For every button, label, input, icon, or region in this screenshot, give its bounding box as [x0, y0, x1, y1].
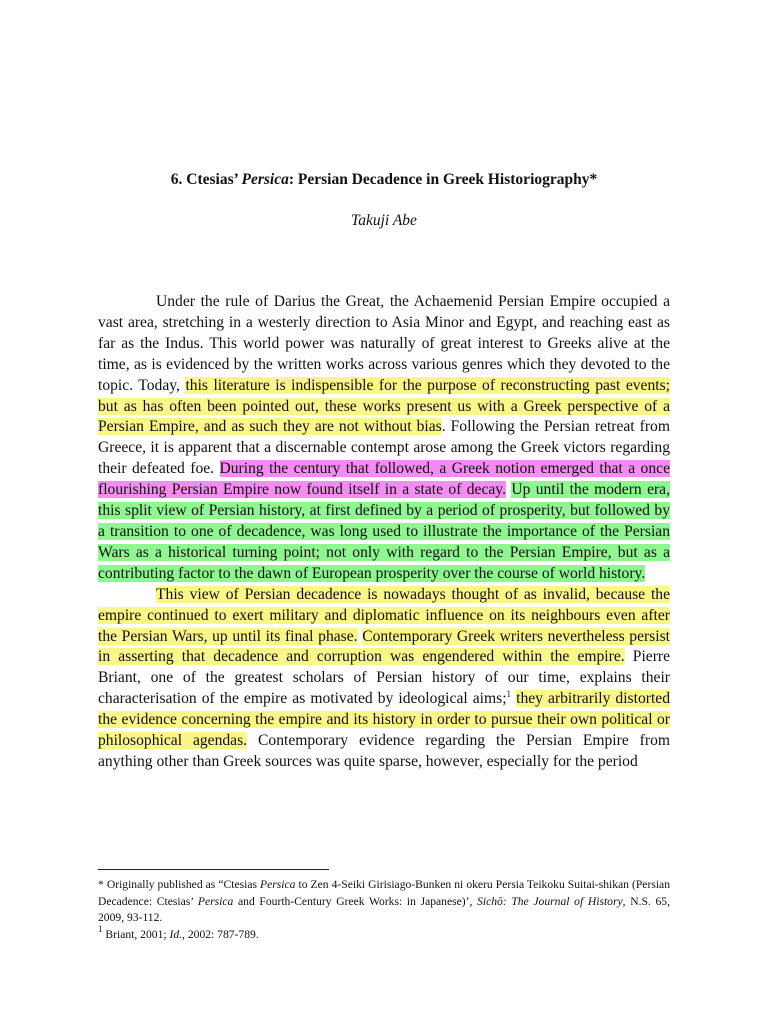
footnotes: [98, 877, 670, 943]
highlight-magenta: During the century that followed, a Greek notion emerged that a once flourishing Persian Empire now found itself in a state of decay.: [98, 460, 670, 499]
footnote-ref[interactable]: 1: [506, 689, 512, 700]
body-text: [98, 292, 670, 773]
text-span: Contemporary evidence regarding the Persian Empire from anything other than Greek sources was quite sparse, however, especially for the period: [98, 732, 670, 770]
author-name: Takuji Abe: [351, 212, 417, 229]
footnote-divider: [98, 869, 329, 870]
text-span: . Following the Persian retreat from Greece, it is apparent that a discernable contempt arose among the Greek victors regarding their defeated foe.: [98, 418, 670, 478]
paragraph-1: [98, 292, 670, 585]
footnote-star: * Originally published as “Ctesias Persica to Zen 4-Seiki Girisiago-Bunken ni okeru Persia Teikoku Suitai-shikan (Persian Decadence: Ctesias’ Persica and Fourth-Century Greek Works: in Japanese)’, Sichō: The Journal of History, N.S. 65, 2009, 93-112.: [98, 878, 670, 924]
text-span: Under the rule of Darius the Great, the Achaemenid Persian Empire occupied a vast area, stretching in a westerly direction to Asia Minor and Egypt, and reaching east as far as the Indus. This world power was naturally of great interest to Greeks alive at the time, as is evidenced by the written works across various genres which they devoted to the topic. Today,: [98, 293, 670, 394]
highlight-yellow: Contemporary Greek writers nevertheless persist in asserting that decadence and corruption was engendered within the empire.: [98, 627, 670, 666]
footnote-number: 1: [98, 923, 103, 934]
highlight-yellow: they arbitrarily distorted the evidence concerning the empire and its history in order to pursue their own political or philosophical agendas.: [98, 690, 670, 750]
highlight-yellow: this literature is indispensible for the purpose of reconstructing past events; but as has often been pointed out, these works present us with a Greek perspective of a Persian Empire, and as such they are not without bias: [98, 376, 670, 436]
title-prefix: 6. Ctesias’: [170, 171, 242, 188]
paragraph-2: [98, 585, 670, 773]
highlight-green: Up until the modern era, this split view of Persian history, at first defined by a period of prosperity, but followed by a transition to one of decadence, was long used to illustrate the importance of the Persian Wars as a historical turning point; not only with regard to the Persian Empire, but as a contributing factor to the dawn of European prosperity over the course of world history.: [98, 481, 670, 582]
footnote-1: $^1$ Briant, 2001; Id., 2002: 787-789.: [98, 923, 259, 941]
title-italic: Persica: [241, 171, 289, 188]
text-span: Pierre Briant, one of the greatest scholars of Persian history of our time, explains their characterisation of the empire as motivated by ideological aims;: [98, 648, 670, 708]
highlight-yellow: This view of Persian decadence is nowadays thought of as invalid, because the empire continued to exert military and diplomatic influence on its neighbours even after the Persian Wars, up until its final phase.: [98, 585, 670, 645]
chapter-title: [0, 171, 768, 189]
title-suffix: : Persian Decadence in Greek Historiography*: [288, 171, 598, 188]
